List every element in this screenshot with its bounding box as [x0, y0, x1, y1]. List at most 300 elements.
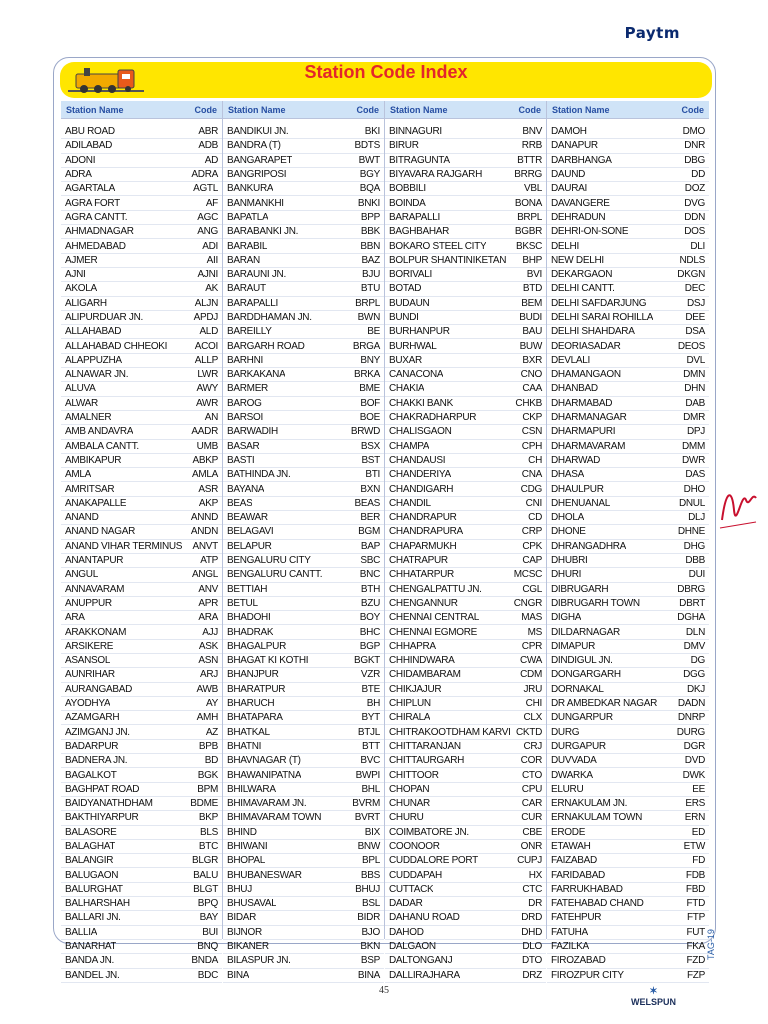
station-name: BHIND [227, 826, 257, 838]
station-code: BXN [360, 483, 380, 495]
station-name: BALUGAON [65, 869, 119, 881]
table-row [61, 139, 222, 153]
table-row [61, 225, 222, 239]
station-code: BKP [198, 812, 218, 824]
station-name: BURHWAL [389, 340, 437, 352]
table-row [223, 239, 384, 253]
table-row [547, 754, 709, 768]
station-name: CHATRAPUR [389, 555, 448, 567]
station-name: DIBRUGARH TOWN [551, 597, 640, 609]
station-code: CNO [520, 369, 542, 381]
station-name: ALIGARH [65, 297, 107, 309]
table-row [223, 854, 384, 868]
station-name: ALLAHABAD [65, 326, 122, 338]
station-code: DVD [684, 755, 705, 767]
rows [223, 119, 384, 983]
station-name: ANGUL [65, 569, 98, 581]
station-name: ALWAR [65, 397, 98, 409]
table-row [547, 926, 709, 940]
station-name: BANMANKHI [227, 197, 284, 209]
station-name: BARSOI [227, 412, 263, 424]
table-row [547, 440, 709, 454]
station-code: BDTS [354, 140, 380, 152]
station-name: FIROZPUR CITY [551, 969, 624, 981]
table-row [61, 525, 222, 539]
table-row [61, 339, 222, 353]
table-row [385, 897, 546, 911]
station-name: BANGARAPET [227, 154, 293, 166]
station-code: BLGR [191, 855, 218, 867]
table-row [61, 440, 222, 454]
table-row [385, 854, 546, 868]
station-code: BKN [360, 941, 380, 953]
station-code: CPH [521, 440, 542, 452]
table-row [223, 883, 384, 897]
table-row [61, 754, 222, 768]
station-code: BVI [526, 269, 542, 281]
station-name: BINA [227, 969, 250, 981]
station-code: DMM [682, 440, 705, 452]
table-row [547, 711, 709, 725]
station-name: BOKARO STEEL CITY [389, 240, 487, 252]
table-row [61, 154, 222, 168]
table-row [223, 897, 384, 911]
table-row [547, 282, 709, 296]
table-row [385, 182, 546, 196]
station-code: CUPJ [517, 855, 542, 867]
table-row [547, 969, 709, 983]
table-row [547, 654, 709, 668]
station-code: BIX [364, 826, 380, 838]
station-name: DEHRI-ON-SONE [551, 226, 629, 238]
station-code: CHI [525, 698, 542, 710]
table-row [223, 768, 384, 782]
table-row [547, 554, 709, 568]
station-name: CHENNAI EGMORE [389, 626, 478, 638]
station-code: ANND [190, 512, 218, 524]
table-row [385, 711, 546, 725]
table-row [223, 797, 384, 811]
station-code: ANV [198, 583, 218, 595]
station-code: AZ [205, 726, 218, 738]
table-row [547, 840, 709, 854]
header-station-name: Station Name [552, 104, 610, 115]
station-name: BURHANPUR [389, 326, 450, 338]
station-name: CHIRALA [389, 712, 431, 724]
station-code: BTI [365, 469, 380, 481]
station-code: EE [692, 783, 705, 795]
station-code: ABKP [192, 454, 218, 466]
station-name: COIMBATORE JN. [389, 826, 469, 838]
station-name: DHENUANAL [551, 497, 610, 509]
station-name: ELURU [551, 783, 584, 795]
table-row [547, 154, 709, 168]
table-row [61, 482, 222, 496]
table-row [223, 711, 384, 725]
station-name: BANDRA (T) [227, 140, 281, 152]
station-code: DAS [685, 469, 705, 481]
station-name: BANDA JN. [65, 955, 114, 967]
station-code: BAZ [361, 254, 380, 266]
station-name: AZAMGARH [65, 712, 120, 724]
station-name: BHARATPUR [227, 683, 286, 695]
table-row [61, 911, 222, 925]
station-name: CHENGALPATTU JN. [389, 583, 482, 595]
station-name: BANGRIPOSI [227, 169, 287, 181]
table-row [61, 211, 222, 225]
station-name: ERODE [551, 826, 586, 838]
station-code: BXR [522, 354, 542, 366]
station-code: AN [204, 412, 218, 424]
table-row [385, 497, 546, 511]
station-name: BARDDHAMAN JN. [227, 312, 312, 323]
station-code: FZD [686, 955, 705, 967]
table-row [223, 225, 384, 239]
station-name: BHOPAL [227, 855, 266, 867]
table-row [223, 497, 384, 511]
station-code: DWR [682, 454, 705, 466]
station-code: BTH [360, 583, 380, 595]
table-row [547, 125, 709, 139]
station-name: CUDDAPAH [389, 869, 442, 881]
station-name: DHARMANAGAR [551, 412, 627, 424]
station-code: FUT [686, 926, 705, 938]
table-row [385, 511, 546, 525]
station-name: DURGAPUR [551, 740, 606, 752]
station-code: CAP [522, 555, 542, 567]
station-code: BJU [362, 269, 380, 281]
table-row [61, 254, 222, 268]
station-code: ALD [199, 326, 218, 338]
station-code: DBG [684, 154, 705, 166]
station-code: DOS [684, 226, 705, 238]
station-code: BWT [358, 154, 380, 166]
station-name: DEKARGAON [551, 269, 613, 281]
header-code: Code [518, 104, 541, 115]
station-name: CHENGANNUR [389, 597, 458, 609]
station-code: BRPL [355, 297, 380, 309]
station-name: DANAPUR [551, 140, 598, 152]
station-code: ARJ [200, 669, 218, 681]
table-row [223, 940, 384, 954]
station-name: CHIDAMBARAM [389, 669, 461, 681]
station-name: BHANJPUR [227, 669, 279, 681]
station-code: DD [691, 169, 705, 181]
table-row [385, 754, 546, 768]
table-row [61, 568, 222, 582]
table-row [385, 282, 546, 296]
table-row [385, 926, 546, 940]
table-row [547, 697, 709, 711]
table-row [61, 454, 222, 468]
table-row [385, 597, 546, 611]
station-code: BPL [361, 855, 380, 867]
station-name: DAHANU ROAD [389, 912, 460, 924]
table-row [61, 640, 222, 654]
station-code: BAP [360, 540, 380, 552]
station-name: BIYAVARA RAJGARH [389, 169, 483, 181]
station-code: CBE [522, 826, 542, 838]
table-row [61, 468, 222, 482]
table-row [61, 897, 222, 911]
station-code: DHNE [677, 526, 705, 538]
station-name: AGRA FORT [65, 197, 120, 209]
station-name: CUTTACK [389, 883, 434, 895]
station-name: AMBALA CANTT. [65, 440, 139, 452]
table-row [547, 211, 709, 225]
station-code: AD [204, 154, 218, 166]
column-header [385, 101, 546, 119]
station-code: BTTR [517, 154, 542, 166]
station-code: BKI [364, 126, 380, 138]
station-name: CHAKKI BANK [389, 397, 453, 409]
station-code: BME [359, 383, 380, 395]
station-code: BLS [199, 826, 218, 838]
table-row [385, 425, 546, 439]
station-code: DGHA [677, 612, 705, 624]
station-name: ANNAVARAM [65, 583, 125, 595]
paytm-logo [625, 24, 680, 42]
station-name: DALLIRAJHARA [389, 969, 460, 981]
station-code: CKP [522, 412, 542, 424]
station-code: BBN [360, 240, 380, 252]
station-name: BHAGALPUR [227, 640, 286, 652]
table-row [61, 497, 222, 511]
table-row [385, 239, 546, 253]
station-name: CHANDAUSI [389, 454, 446, 466]
station-code: AWY [196, 383, 218, 395]
table-row [385, 268, 546, 282]
station-name: DELHI CANTT. [551, 283, 615, 295]
table-row [223, 811, 384, 825]
table-row [547, 568, 709, 582]
station-name: BARAUNI JN. [227, 269, 286, 281]
station-code: DSA [685, 326, 705, 338]
station-name: DHRANGADHRA [551, 540, 627, 552]
station-code: DBB [685, 555, 705, 567]
station-code: BOY [359, 612, 380, 624]
table-row [385, 583, 546, 597]
station-code: RRB [521, 140, 542, 152]
table-row [223, 697, 384, 711]
station-name: BANKURA [227, 183, 274, 195]
station-code: FD [692, 855, 705, 867]
column-3 [385, 101, 547, 981]
station-name: BARABIL [227, 240, 268, 252]
table-row [547, 239, 709, 253]
table-row [61, 926, 222, 940]
table-row [61, 940, 222, 954]
station-code: CDM [520, 669, 542, 681]
table-row [61, 811, 222, 825]
table-row [61, 611, 222, 625]
table-row [61, 196, 222, 210]
table-row [61, 954, 222, 968]
station-code: BGK [197, 769, 218, 781]
station-name: BADARPUR [65, 740, 119, 752]
table-row [385, 339, 546, 353]
header-station-name: Station Name [390, 104, 448, 115]
station-name: BHUJ [227, 883, 252, 895]
station-code: ARA [198, 612, 218, 624]
table-row [385, 139, 546, 153]
station-name: BARAPALLI [227, 297, 279, 309]
station-code: CH [528, 454, 542, 466]
table-row [223, 411, 384, 425]
table-row [547, 783, 709, 797]
column-4 [547, 101, 709, 981]
station-code: DKGN [677, 269, 705, 281]
station-code: MCSC [513, 569, 542, 581]
header-station-name: Station Name [228, 104, 286, 115]
table-row [223, 611, 384, 625]
station-code: ONR [520, 840, 542, 852]
station-code: BBS [360, 869, 380, 881]
station-code: BSX [360, 440, 380, 452]
station-name: ERNAKULAM TOWN [551, 812, 643, 824]
table-row [61, 268, 222, 282]
station-name: DHAMANGAON [551, 369, 621, 381]
station-code: AWB [196, 683, 218, 695]
station-code: DMR [683, 412, 705, 424]
station-name: DALGAON [389, 941, 436, 953]
station-code: ADI [202, 240, 218, 252]
table-row [547, 797, 709, 811]
table-row [61, 797, 222, 811]
table-row [223, 840, 384, 854]
rows [61, 119, 222, 983]
table-row [61, 382, 222, 396]
station-code: DHO [683, 483, 705, 495]
station-code: ETW [683, 840, 705, 852]
station-code: CKTD [515, 726, 542, 738]
table-row [385, 125, 546, 139]
station-code: ASR [198, 483, 218, 495]
station-name: BEAWAR [227, 512, 268, 524]
station-name: BENGALURU CANTT. [227, 569, 323, 581]
table-row [385, 868, 546, 882]
table-row [61, 540, 222, 554]
station-name: AMALNER [65, 412, 112, 424]
table-row [61, 583, 222, 597]
station-name: BARWADIH [227, 426, 278, 438]
station-name: CHENNAI CENTRAL [389, 612, 479, 624]
station-code: BONA [514, 197, 542, 209]
station-code: APDJ [193, 312, 218, 323]
table-row [61, 654, 222, 668]
station-name: DEHRADUN [551, 211, 606, 223]
welspun-text: WELSPUN [631, 997, 676, 1007]
station-name: BELAGAVI [227, 526, 274, 538]
table-row [61, 282, 222, 296]
station-code: BEM [521, 297, 542, 309]
station-code: BLGT [193, 883, 218, 895]
station-name: AKOLA [65, 283, 97, 295]
station-code: COR [520, 755, 542, 767]
station-name: CHITRAKOOTDHAM KARVI [389, 726, 511, 738]
station-code: AII [206, 254, 218, 266]
station-code: ANG [197, 226, 218, 238]
station-code: ANGL [191, 569, 218, 581]
station-name: BHUSAVAL [227, 898, 277, 910]
station-code: BPQ [197, 898, 218, 910]
table-row [61, 368, 222, 382]
station-name: BAKTHIYARPUR [65, 812, 139, 824]
table-row [61, 783, 222, 797]
station-code: NDLS [679, 254, 705, 266]
table-row [547, 196, 709, 210]
table-row [61, 697, 222, 711]
table-row [385, 797, 546, 811]
station-code: DTO [521, 955, 542, 967]
table-row [223, 640, 384, 654]
station-name: DIMAPUR [551, 640, 596, 652]
station-name: BALANGIR [65, 855, 114, 867]
station-code: AMLA [191, 469, 218, 481]
table-row [61, 325, 222, 339]
station-code: DURG [676, 726, 705, 738]
station-name: FAZILKA [551, 941, 589, 953]
station-name: CHAMPA [389, 440, 430, 452]
station-code: BHL [361, 783, 380, 795]
table-row [385, 554, 546, 568]
table-row [223, 196, 384, 210]
station-code: CPU [521, 783, 542, 795]
station-code: BAU [522, 326, 542, 338]
station-code: CSN [521, 426, 542, 438]
station-name: AUNRIHAR [65, 669, 115, 681]
table-row [61, 740, 222, 754]
table-row [385, 525, 546, 539]
station-code: CNGR [513, 597, 542, 609]
station-name: BIDAR [227, 912, 257, 924]
table-row [385, 740, 546, 754]
table-row [385, 954, 546, 968]
table-row [223, 354, 384, 368]
table-row [61, 768, 222, 782]
station-code: BOF [360, 397, 380, 409]
station-code: DMO [682, 126, 705, 138]
station-name: ANAND NAGAR [65, 526, 136, 538]
table-row [547, 168, 709, 182]
table-row [385, 211, 546, 225]
station-name: CHITTARANJAN [389, 740, 461, 752]
table-row [547, 740, 709, 754]
station-code: BHUJ [355, 883, 380, 895]
station-code: ANDN [190, 526, 218, 538]
station-name: BIKANER [227, 941, 269, 953]
station-name: DONGARGARH [551, 669, 621, 681]
station-code: ERN [684, 812, 705, 824]
station-name: BALHARSHAH [65, 898, 130, 910]
station-name: BASAR [227, 440, 260, 452]
station-name: BHATNI [227, 740, 262, 752]
table-row [385, 368, 546, 382]
station-code: DRZ [522, 969, 542, 981]
table-row [385, 768, 546, 782]
table-row [547, 611, 709, 625]
station-code: BGKT [353, 655, 380, 667]
table-row [385, 468, 546, 482]
station-name: BAGHBAHAR [389, 226, 450, 238]
table-row [547, 668, 709, 682]
station-code: ATP [200, 555, 218, 567]
station-name: CHHATARPUR [389, 569, 454, 581]
station-name: BOLPUR SHANTINIKETAN [389, 254, 507, 266]
table-row [385, 840, 546, 854]
station-name: DHARMAPURI [551, 426, 616, 438]
table-row [223, 282, 384, 296]
